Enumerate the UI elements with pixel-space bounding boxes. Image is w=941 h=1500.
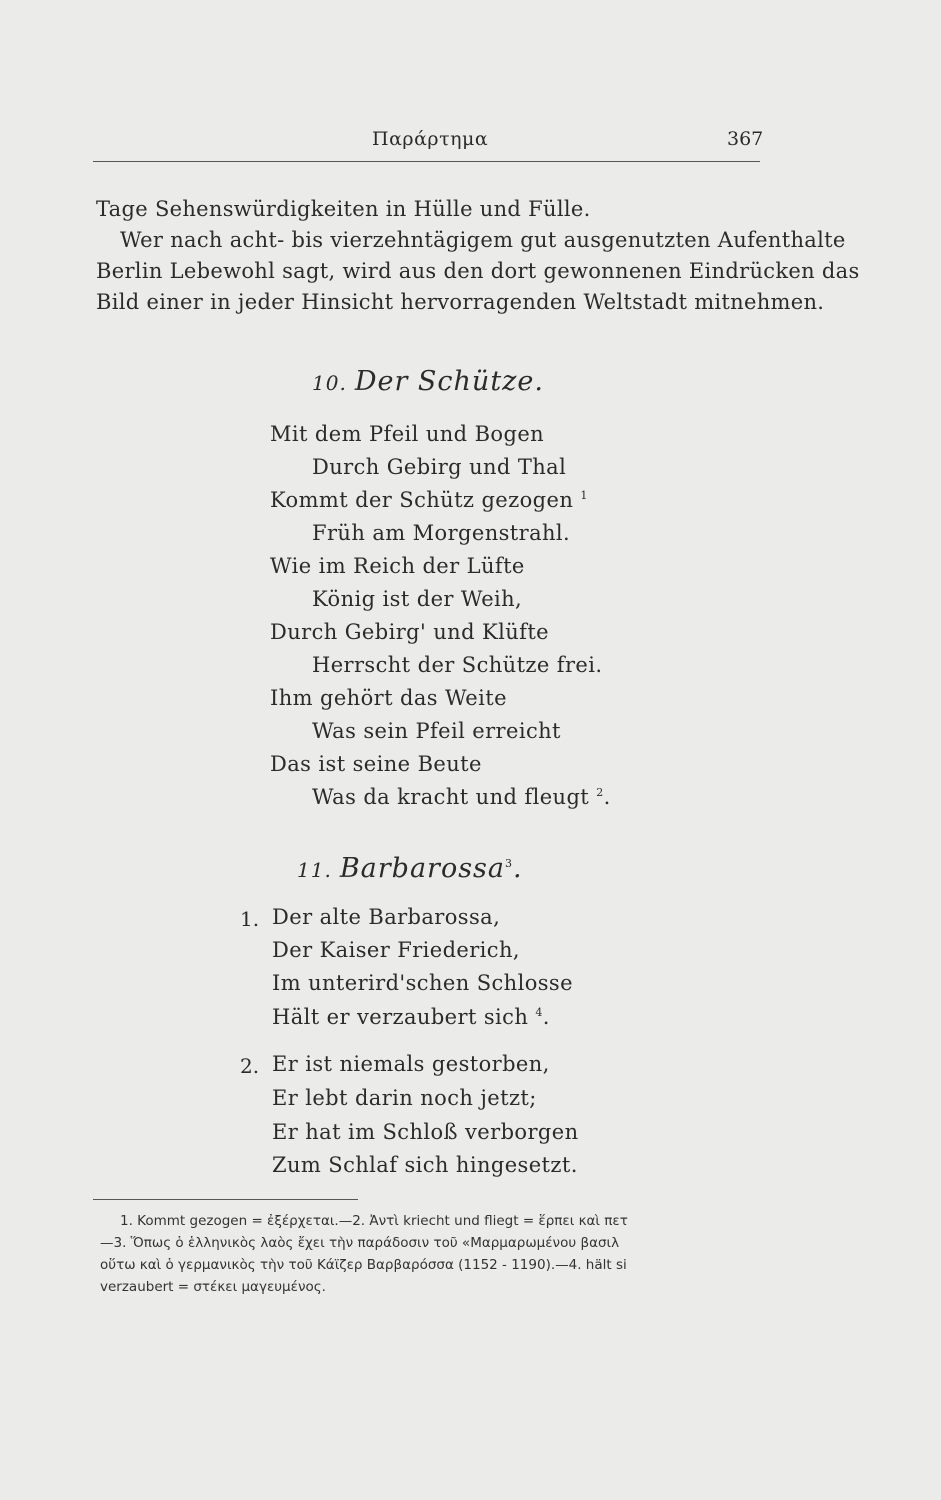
footnote-line: —3. Ὅπως ὁ ἑλληνικὸς λαὸς ἔχει τὴν παράδοσιν τοῦ «Μαρμαρωμένου βασιλ (100, 1235, 620, 1251)
verse-line: Er lebt darin noch jetzt; (272, 1086, 537, 1110)
poem-title-barbarossa: 11. Barbarossa$^3$. (297, 853, 523, 884)
verse-line: Zum Schlaf sich hingesetzt. (272, 1153, 578, 1177)
footnote-line: 1. Kommt gezogen = ἐξέρχεται.—2. Ἀντὶ kriecht und fliegt = ἕρπει καὶ πετ (120, 1213, 628, 1229)
poem-number: 10. (312, 371, 347, 395)
prose-line: Wer nach acht- bis vierzehntägigem gut ausgenutzten Aufenthalte (120, 228, 846, 252)
verse-line: Das ist seine Beute (270, 752, 482, 776)
verse-line (270, 488, 588, 512)
poem-title-schuetze (312, 366, 544, 397)
verse-line: Hält er verzaubert sich $^4$. (272, 1005, 550, 1029)
verse-line: Mit dem Pfeil und Bogen (270, 422, 545, 446)
footnote-marker: 1 (580, 489, 588, 502)
verse-line: Der Kaiser Friederich, (272, 938, 520, 962)
footnote-line: οὕτω καὶ ὁ γερμανικὸς τὴν τοῦ Κάϊζερ Βαρβαρόσσα (1152 - 1190).—4. hält si (100, 1257, 627, 1273)
verse-line: Ihm gehört das Weite (270, 686, 507, 710)
verse-line: Was sein Pfeil erreicht (312, 719, 561, 743)
verse-text: Hält er verzaubert sich (272, 1005, 529, 1029)
verse-line: Was da kracht und fleugt $^2$. (312, 785, 611, 809)
verse-line: Er ist niemals gestorben, (272, 1052, 550, 1076)
verse-line: König ist der Weih, (312, 587, 523, 611)
verse-line: Er hat im Schloß verborgen (272, 1120, 579, 1144)
footnote-marker: 3 (505, 857, 514, 870)
verse-line: Im unterird'schen Schlosse (272, 971, 573, 995)
prose-line: Tage Sehenswürdigkeiten in Hülle und Fülle. (96, 197, 591, 221)
verse-text: Kommt der Schütz gezogen (270, 488, 574, 512)
verse-line: Der alte Barbarossa, (272, 905, 501, 929)
poem-title-text: Barbarossa (339, 853, 506, 884)
poem-number: 11. (297, 858, 332, 882)
footnote-marker: 2 (596, 786, 604, 799)
prose-paragraph (96, 194, 860, 318)
page-number: 367 (727, 128, 764, 150)
header-rule (93, 161, 760, 162)
footnote-rule (93, 1199, 358, 1200)
verse-line: Durch Gebirg' und Klüfte (270, 620, 549, 644)
stanza-number: 1. (240, 907, 260, 931)
running-title: Παράρτημα (372, 128, 489, 150)
verse-text: Was da kracht und fleugt (312, 785, 590, 809)
poem-title-text: Der Schütze. (354, 366, 544, 397)
prose-line: Berlin Lebewohl sagt, wird aus den dort gewonnenen Eindrücken das (96, 259, 860, 283)
footnote-line: verzaubert = στέκει μαγευμένος. (100, 1279, 326, 1295)
verse-line: Durch Gebirg und Thal (312, 455, 567, 479)
footnotes (100, 1210, 760, 1298)
footnote-marker: 4 (535, 1006, 543, 1019)
verse-line: Wie im Reich der Lüfte (270, 554, 525, 578)
prose-line: Bild einer in jeder Hinsicht hervorragenden Weltstadt mitnehmen. (96, 290, 825, 314)
verse-line: Früh am Morgenstrahl. (312, 521, 571, 545)
verse-line: Herrscht der Schütze frei. (312, 653, 603, 677)
stanza-number: 2. (240, 1054, 260, 1078)
